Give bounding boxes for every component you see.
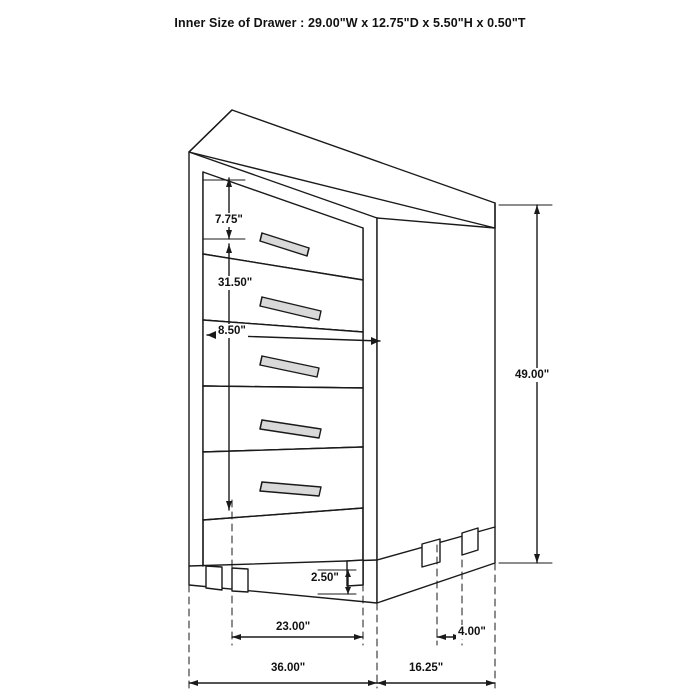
dimline-16-25 xyxy=(377,680,495,686)
dim-label-31-50: 31.50" xyxy=(218,277,253,289)
dim-label-2-50: 2.50" xyxy=(311,572,339,584)
leg-side-front xyxy=(462,528,478,555)
dimline-36-00 xyxy=(189,680,377,686)
dimline-23-00 xyxy=(232,634,363,640)
dim-label-7-75: 7.75" xyxy=(215,214,243,226)
dim-label-36-00: 36.00" xyxy=(271,662,306,674)
dim-label-16-25: 16.25" xyxy=(409,662,444,674)
dimline-49-00 xyxy=(499,205,552,563)
page-title: Inner Size of Drawer : 29.00"W x 12.75"D x 5.50"H x 0.50"T xyxy=(174,16,526,30)
dim-label-49-00: 49.00" xyxy=(515,369,550,381)
leg-front-left xyxy=(206,566,222,590)
dim-label-4-00: 4.00" xyxy=(458,626,486,638)
dim-label-23-00: 23.00" xyxy=(276,621,311,633)
drawer-4[interactable] xyxy=(203,386,363,452)
leg-front-right xyxy=(232,568,248,592)
dim-label-8-50: 8.50" xyxy=(218,325,246,337)
leg-rear-right xyxy=(347,560,363,586)
